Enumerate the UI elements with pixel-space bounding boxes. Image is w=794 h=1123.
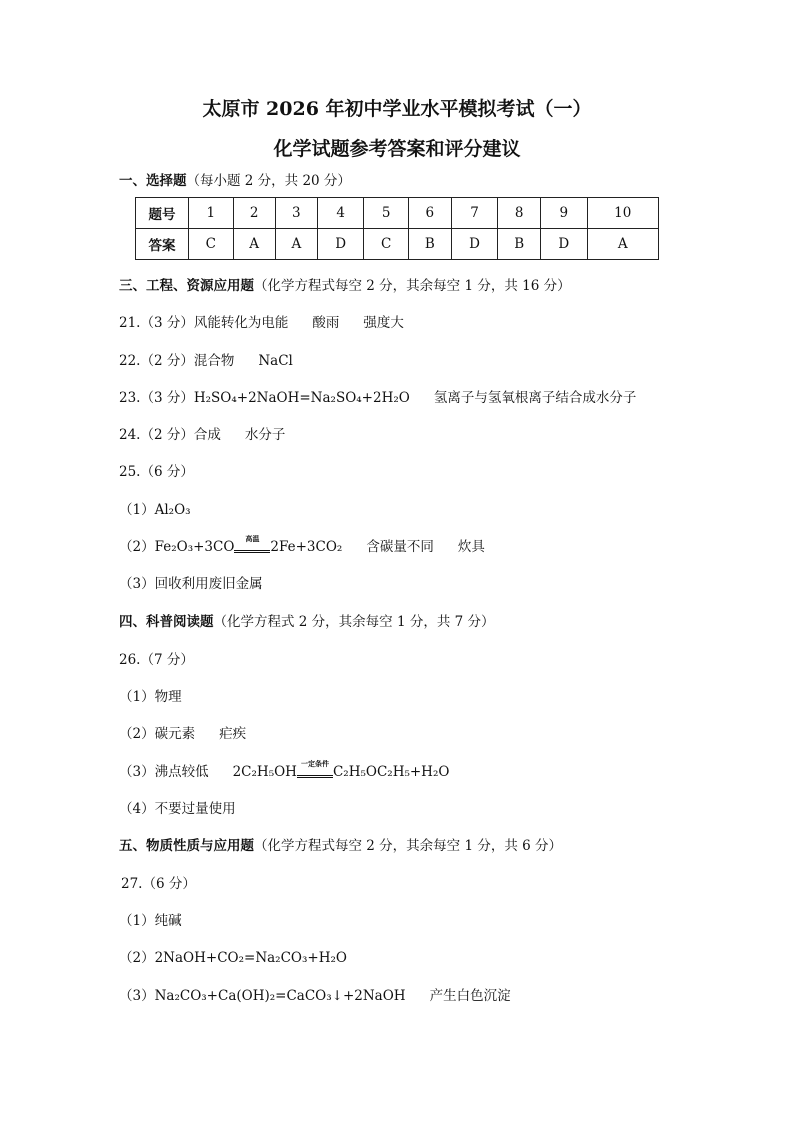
answer-text: Al₂O₃ — [154, 502, 191, 518]
table-row-answers — [136, 229, 659, 260]
section-3-heading: 三、工程、资源应用题 — [119, 278, 254, 294]
part-label: （1） — [119, 502, 155, 518]
question-label: 21.（3 分） — [119, 315, 194, 331]
question-23 — [119, 388, 636, 408]
table-cell: 3 — [275, 198, 317, 229]
table-cell: 7 — [451, 198, 497, 229]
section-1-heading: 一、选择题 — [119, 173, 187, 189]
table-cell: D — [317, 229, 363, 260]
part-label: （2） — [119, 950, 155, 966]
table-cell: 8 — [498, 198, 541, 229]
question-26-part-2 — [119, 724, 246, 744]
answer-text: 酸雨 — [312, 315, 340, 331]
section-5-heading: 五、物质性质与应用题 — [119, 838, 254, 854]
reaction-condition: 高温 — [245, 533, 260, 543]
reaction-condition-arrow — [297, 758, 333, 780]
table-cell: A — [275, 229, 317, 260]
answer-text: NaCl — [258, 353, 293, 369]
part-label: （4） — [119, 801, 155, 817]
answer-text: 不要过量使用 — [154, 801, 236, 817]
question-26 — [119, 650, 194, 670]
equation-left: 2C₂H₅OH — [232, 764, 297, 780]
table-row-numbers — [136, 198, 659, 229]
reaction-condition-arrow — [234, 533, 270, 555]
section-1-header — [119, 171, 351, 191]
part-label: （2） — [119, 539, 155, 555]
question-label: 24.（2 分） — [119, 427, 194, 443]
section-5-note: （化学方程式每空 2 分，其余每空 1 分，共 6 分） — [254, 838, 563, 854]
table-cell: A — [587, 229, 658, 260]
question-27-part-1 — [119, 911, 182, 931]
question-26-part-3 — [119, 758, 450, 782]
answer-text: 产生白色沉淀 — [429, 988, 511, 1004]
reaction-condition: 一定条件 — [300, 758, 329, 768]
question-label: 22.（2 分） — [119, 353, 194, 369]
question-25-part-3 — [119, 574, 263, 594]
table-cell: 2 — [233, 198, 275, 229]
section-5-header — [119, 836, 562, 856]
part-label: （3） — [119, 576, 155, 592]
table-cell: 9 — [541, 198, 587, 229]
part-label: （2） — [119, 726, 155, 742]
page-subtitle: 化学试题参考答案和评分建议 — [273, 138, 521, 160]
table-cell: D — [451, 229, 497, 260]
chemical-equation: Na₂CO₃+Ca(OH)₂=CaCO₃↓+2NaOH — [154, 988, 406, 1004]
answer-text: 炊具 — [457, 539, 485, 555]
section-3-header — [119, 276, 571, 296]
part-label: （3） — [119, 988, 155, 1004]
answer-text: 含碳量不同 — [366, 539, 434, 555]
table-cell: 10 — [587, 198, 658, 229]
table-cell: D — [541, 229, 587, 260]
question-27-part-3 — [119, 986, 511, 1006]
question-27-part-2 — [119, 948, 347, 968]
table-cell: 1 — [189, 198, 234, 229]
table-cell: 4 — [317, 198, 363, 229]
answer-text: 沸点较低 — [154, 764, 209, 780]
table-cell: C — [189, 229, 234, 260]
table-cell: C — [364, 229, 409, 260]
row-label-answer: 答案 — [136, 229, 189, 260]
table-cell: 5 — [364, 198, 409, 229]
question-25 — [119, 462, 194, 482]
answer-table — [135, 197, 659, 260]
answer-text: 物理 — [154, 689, 182, 705]
question-21 — [119, 313, 404, 333]
page-title: 太原市 2026 年初中学业水平模拟考试（一） — [202, 98, 592, 120]
answer-text: 碳元素 — [154, 726, 196, 742]
answer-text: 疟疾 — [219, 726, 247, 742]
table-cell: 6 — [408, 198, 451, 229]
part-label: （3） — [119, 764, 155, 780]
table-cell: B — [498, 229, 541, 260]
answer-text: 合成 — [193, 427, 221, 443]
table-cell: A — [233, 229, 275, 260]
answer-text: 回收利用废旧金属 — [154, 576, 263, 592]
answer-text: 强度大 — [363, 315, 404, 331]
section-4-note: （化学方程式 2 分，其余每空 1 分，共 7 分） — [213, 614, 495, 630]
question-26-part-1 — [119, 687, 182, 707]
question-25-part-2 — [119, 533, 485, 557]
question-label: 23.（3 分） — [119, 390, 194, 406]
section-4-heading: 四、科普阅读题 — [119, 614, 214, 630]
question-label: 27.（6 分） — [121, 876, 196, 892]
answer-text: 氢离子与氢氧根离子结合成水分子 — [433, 390, 637, 406]
question-26-part-4 — [119, 799, 236, 819]
chemical-equation: 2NaOH+CO₂=Na₂CO₃+H₂O — [154, 950, 347, 966]
question-24 — [119, 425, 285, 445]
section-1-note: （每小题 2 分，共 20 分） — [186, 173, 351, 189]
question-label: 26.（7 分） — [119, 652, 194, 668]
question-27 — [121, 874, 196, 894]
table-cell: B — [408, 229, 451, 260]
equation-right: C₂H₅OC₂H₅+H₂O — [332, 764, 450, 780]
section-3-note: （化学方程式每空 2 分，其余每空 1 分，共 16 分） — [254, 278, 571, 294]
part-label: （1） — [119, 689, 155, 705]
answer-text: 水分子 — [244, 427, 286, 443]
question-22 — [119, 351, 293, 371]
row-label-number: 题号 — [136, 198, 189, 229]
part-label: （1） — [119, 913, 155, 929]
chemical-equation: H₂SO₄+2NaOH=Na₂SO₄+2H₂O — [193, 390, 410, 406]
section-4-header — [119, 612, 495, 632]
equation-left: Fe₂O₃+3CO — [154, 539, 235, 555]
answer-text: 混合物 — [193, 353, 235, 369]
answer-text: 风能转化为电能 — [193, 315, 289, 331]
question-25-part-1 — [119, 500, 191, 520]
question-label: 25.（6 分） — [119, 464, 194, 480]
answer-text: 纯碱 — [154, 913, 182, 929]
equation-right: 2Fe+3CO₂ — [270, 539, 343, 555]
